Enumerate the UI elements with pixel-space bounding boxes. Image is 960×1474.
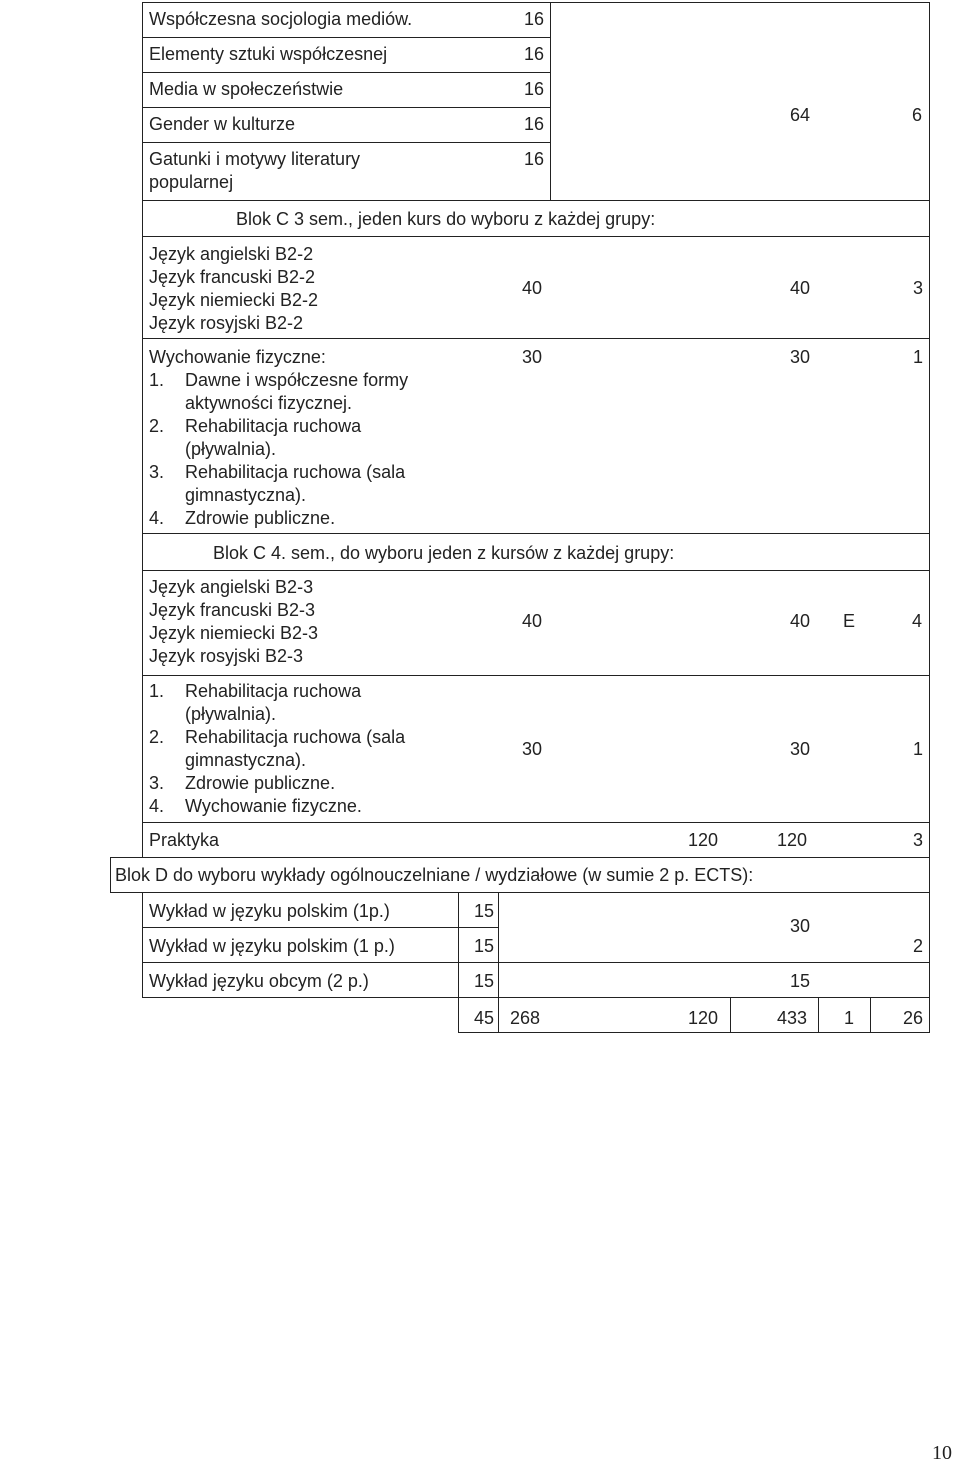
- total-value: 30: [790, 739, 811, 759]
- ects-value: 3: [913, 278, 924, 298]
- row-divider: [142, 107, 550, 108]
- pe-title: Wychowanie fizyczne:: [149, 347, 326, 367]
- lecture-name: Wykład w języku polskim (1p.): [149, 901, 390, 921]
- row-divider: [142, 997, 930, 998]
- col-divider: [870, 997, 871, 1032]
- total-value: 40: [790, 611, 811, 631]
- list-item: Rehabilitacja ruchowa: [185, 416, 362, 436]
- practice-hours: 120: [688, 830, 719, 850]
- list-item: aktywności fizycznej.: [185, 393, 353, 413]
- table-border: [142, 2, 930, 3]
- list-item: gimnastyczna).: [185, 750, 307, 770]
- row-divider: [458, 1032, 930, 1033]
- language-course: Język rosyjski B2-2: [149, 313, 304, 333]
- course-name: Gender w kulturze: [149, 114, 296, 134]
- lecture-total: 15: [790, 971, 811, 991]
- course-hours: 16: [524, 9, 545, 29]
- hours-value: 40: [522, 278, 543, 298]
- course-hours: 16: [524, 79, 545, 99]
- list-num: 3.: [149, 462, 165, 482]
- summary-cell: 45: [474, 1008, 495, 1028]
- row-divider: [142, 142, 550, 143]
- course-name: Elementy sztuki współczesnej: [149, 44, 388, 64]
- table-border: [142, 892, 143, 997]
- lecture-merged-total: 30: [790, 916, 811, 936]
- lecture-name: Wykład języku obcym (2 p.): [149, 971, 369, 991]
- lecture-hours: 15: [474, 936, 495, 956]
- summary-cell: 1: [844, 1008, 855, 1028]
- list-item: Rehabilitacja ruchowa (sala: [185, 727, 406, 747]
- col-divider: [550, 2, 551, 200]
- total-value: 30: [790, 347, 811, 367]
- list-num: 4.: [149, 796, 165, 816]
- ects-value: 1: [913, 347, 924, 367]
- summary-cell: 26: [903, 1008, 924, 1028]
- lecture-merged-ects: 2: [913, 936, 924, 956]
- list-item: Zdrowie publiczne.: [185, 508, 336, 528]
- course-name: popularnej: [149, 172, 234, 192]
- list-item: Rehabilitacja ruchowa (sala: [185, 462, 406, 482]
- list-item: (pływalnia).: [185, 439, 277, 459]
- hours-value: 30: [522, 347, 543, 367]
- summary-cell: 433: [777, 1008, 808, 1028]
- list-item: (pływalnia).: [185, 704, 277, 724]
- lecture-name: Wykład w języku polskim (1 p.): [149, 936, 395, 956]
- row-divider: [110, 857, 930, 858]
- language-course: Język rosyjski B2-3: [149, 646, 304, 666]
- page-number: 10: [932, 1442, 952, 1464]
- row-divider: [110, 892, 930, 893]
- course-name: Gatunki i motywy literatury: [149, 149, 361, 169]
- total-value: 40: [790, 278, 811, 298]
- row-divider: [142, 72, 550, 73]
- exam-value: E: [843, 611, 856, 631]
- summary-cell: 268: [510, 1008, 541, 1028]
- language-course: Język angielski B2-3: [149, 577, 314, 597]
- list-item: Rehabilitacja ruchowa: [185, 681, 362, 701]
- row-divider: [142, 570, 930, 571]
- list-item: Dawne i współczesne formy: [185, 370, 409, 390]
- section-heading: Blok C 4. sem., do wyboru jeden z kursów z każdej grupy:: [213, 543, 675, 563]
- practice-name: Praktyka: [149, 830, 220, 850]
- course-name: Media w społeczeństwie: [149, 79, 344, 99]
- language-course: Język niemiecki B2-2: [149, 290, 319, 310]
- col-divider: [730, 997, 731, 1032]
- language-course: Język francuski B2-2: [149, 267, 316, 287]
- row-divider: [142, 338, 930, 339]
- col-divider: [458, 892, 459, 1032]
- row-divider: [142, 200, 930, 201]
- language-course: Język francuski B2-3: [149, 600, 316, 620]
- course-hours: 16: [524, 149, 545, 169]
- section-heading: Blok D do wyboru wykłady ogólnouczelniane / wydziałowe (w sumie 2 p. ECTS):: [115, 865, 754, 885]
- list-item: gimnastyczna).: [185, 485, 307, 505]
- ects-value: 4: [912, 611, 923, 631]
- block-ects: 6: [912, 105, 923, 125]
- language-course: Język angielski B2-2: [149, 244, 314, 264]
- list-num: 2.: [149, 416, 165, 436]
- lecture-hours: 15: [474, 901, 495, 921]
- list-num: 2.: [149, 727, 165, 747]
- list-num: 1.: [149, 681, 165, 701]
- col-divider: [498, 892, 499, 1032]
- hours-value: 40: [522, 611, 543, 631]
- block-total: 64: [790, 105, 811, 125]
- list-num: 1.: [149, 370, 165, 390]
- course-name: Współczesna socjologia mediów.: [149, 9, 413, 29]
- summary-cell: 120: [688, 1008, 719, 1028]
- row-divider: [142, 236, 930, 237]
- table-border: [110, 857, 111, 892]
- course-hours: 16: [524, 44, 545, 64]
- ects-value: 1: [913, 739, 924, 759]
- row-divider: [142, 927, 498, 928]
- list-item: Zdrowie publiczne.: [185, 773, 336, 793]
- practice-ects: 3: [913, 830, 924, 850]
- list-num: 3.: [149, 773, 165, 793]
- col-divider: [818, 997, 819, 1032]
- row-divider: [142, 822, 930, 823]
- row-divider: [142, 962, 930, 963]
- table-border: [929, 2, 930, 1032]
- course-hours: 16: [524, 114, 545, 134]
- table-border: [142, 2, 143, 857]
- hours-value: 30: [522, 739, 543, 759]
- row-divider: [142, 533, 930, 534]
- lecture-hours: 15: [474, 971, 495, 991]
- list-item: Wychowanie fizyczne.: [185, 796, 362, 816]
- row-divider: [142, 37, 550, 38]
- practice-total: 120: [777, 830, 808, 850]
- section-heading: Blok C 3 sem., jeden kurs do wyboru z każdej grupy:: [236, 209, 656, 229]
- language-course: Język niemiecki B2-3: [149, 623, 319, 643]
- list-num: 4.: [149, 508, 165, 528]
- row-divider: [142, 675, 930, 676]
